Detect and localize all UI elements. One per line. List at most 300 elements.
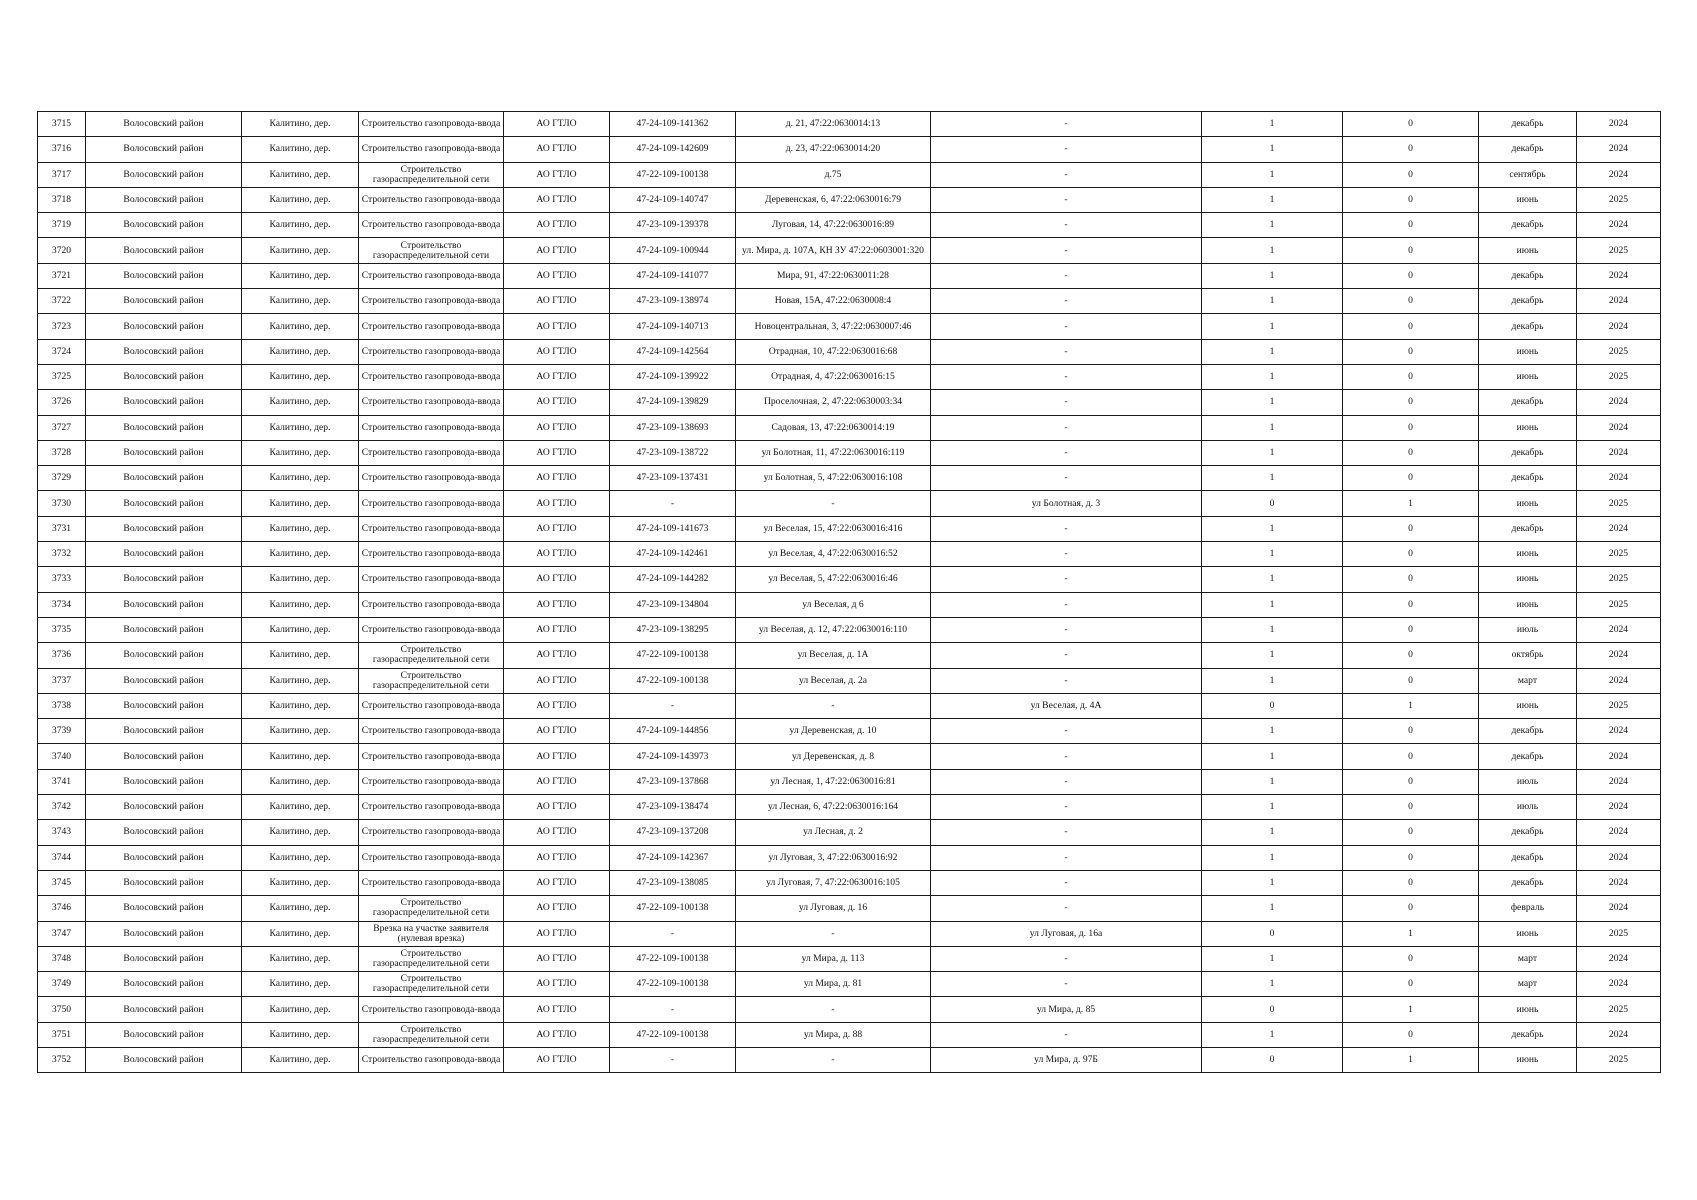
district-cell: Волосовский район: [86, 795, 242, 820]
work-type-cell: Строительство газопровода-ввода: [359, 769, 504, 794]
object-address-cell: ул Веселая, д. 12, 47:22:0630016:110: [736, 617, 931, 642]
work-type-cell: Строительство газопровода-ввода: [359, 719, 504, 744]
applicant-address-cell: -: [931, 542, 1202, 567]
year-cell: 2024: [1577, 845, 1661, 870]
organization-cell: АО ГТЛО: [504, 643, 610, 668]
district-cell: Волосовский район: [86, 769, 242, 794]
locality-cell: Калитино, дер.: [242, 845, 359, 870]
district-cell: Волосовский район: [86, 921, 242, 946]
organization-cell: АО ГТЛО: [504, 364, 610, 389]
year-cell: 2025: [1577, 1047, 1661, 1072]
year-cell: 2025: [1577, 238, 1661, 263]
count-2-cell: 0: [1343, 845, 1479, 870]
month-cell: сентябрь: [1479, 162, 1577, 187]
table-row: [38, 466, 1661, 491]
applicant-address-cell: -: [931, 364, 1202, 389]
work-type-cell: Строительство газопровода-ввода: [359, 1047, 504, 1072]
row-number: 3740: [38, 744, 86, 769]
count-2-cell: 0: [1343, 112, 1479, 137]
organization-cell: АО ГТЛО: [504, 542, 610, 567]
applicant-address-cell: -: [931, 719, 1202, 744]
work-type-cell: Строительство газораспределительной сети: [359, 643, 504, 668]
district-cell: Волосовский район: [86, 339, 242, 364]
count-2-cell: 0: [1343, 820, 1479, 845]
locality-cell: Калитино, дер.: [242, 516, 359, 541]
contract-number-cell: 47-24-109-140747: [610, 187, 736, 212]
applicant-address-cell: -: [931, 972, 1202, 997]
locality-cell: Калитино, дер.: [242, 162, 359, 187]
month-cell: октябрь: [1479, 643, 1577, 668]
organization-cell: АО ГТЛО: [504, 997, 610, 1022]
organization-cell: АО ГТЛО: [504, 112, 610, 137]
year-cell: 2025: [1577, 364, 1661, 389]
organization-cell: АО ГТЛО: [504, 617, 610, 642]
month-cell: июль: [1479, 795, 1577, 820]
row-number: 3747: [38, 921, 86, 946]
organization-cell: АО ГТЛО: [504, 1022, 610, 1047]
year-cell: 2025: [1577, 592, 1661, 617]
district-cell: Волосовский район: [86, 289, 242, 314]
month-cell: июнь: [1479, 997, 1577, 1022]
table-row: [38, 542, 1661, 567]
contract-number-cell: 47-22-109-100138: [610, 972, 736, 997]
object-address-cell: -: [736, 693, 931, 718]
month-cell: март: [1479, 946, 1577, 971]
object-address-cell: ул Лесная, д. 2: [736, 820, 931, 845]
district-cell: Волосовский район: [86, 719, 242, 744]
count-2-cell: 0: [1343, 364, 1479, 389]
object-address-cell: ул Веселая, д. 1А: [736, 643, 931, 668]
contract-number-cell: 47-22-109-100138: [610, 946, 736, 971]
count-1-cell: 1: [1202, 668, 1343, 693]
work-type-cell: Строительство газопровода-ввода: [359, 213, 504, 238]
organization-cell: АО ГТЛО: [504, 769, 610, 794]
organization-cell: АО ГТЛО: [504, 289, 610, 314]
organization-cell: АО ГТЛО: [504, 213, 610, 238]
organization-cell: АО ГТЛО: [504, 744, 610, 769]
applicant-address-cell: -: [931, 289, 1202, 314]
count-2-cell: 0: [1343, 314, 1479, 339]
work-type-cell: Строительство газопровода-ввода: [359, 415, 504, 440]
table-row: [38, 820, 1661, 845]
work-type-cell: Строительство газораспределительной сети: [359, 1022, 504, 1047]
year-cell: 2025: [1577, 187, 1661, 212]
contract-number-cell: 47-22-109-100138: [610, 1022, 736, 1047]
count-1-cell: 1: [1202, 112, 1343, 137]
count-1-cell: 1: [1202, 263, 1343, 288]
district-cell: Волосовский район: [86, 567, 242, 592]
count-1-cell: 0: [1202, 997, 1343, 1022]
applicant-address-cell: -: [931, 845, 1202, 870]
month-cell: июль: [1479, 769, 1577, 794]
year-cell: 2025: [1577, 491, 1661, 516]
count-1-cell: 1: [1202, 364, 1343, 389]
contract-number-cell: 47-24-109-144856: [610, 719, 736, 744]
count-1-cell: 1: [1202, 946, 1343, 971]
count-1-cell: 1: [1202, 567, 1343, 592]
organization-cell: АО ГТЛО: [504, 238, 610, 263]
applicant-address-cell: ул Болотная, д. 3: [931, 491, 1202, 516]
applicant-address-cell: -: [931, 263, 1202, 288]
count-2-cell: 0: [1343, 339, 1479, 364]
applicant-address-cell: -: [931, 162, 1202, 187]
district-cell: Волосовский район: [86, 187, 242, 212]
month-cell: декабрь: [1479, 516, 1577, 541]
locality-cell: Калитино, дер.: [242, 592, 359, 617]
district-cell: Волосовский район: [86, 213, 242, 238]
month-cell: март: [1479, 668, 1577, 693]
month-cell: декабрь: [1479, 870, 1577, 895]
count-1-cell: 0: [1202, 921, 1343, 946]
object-address-cell: Деревенская, 6, 47:22:0630016:79: [736, 187, 931, 212]
district-cell: Волосовский район: [86, 364, 242, 389]
row-number: 3730: [38, 491, 86, 516]
applicant-address-cell: -: [931, 820, 1202, 845]
applicant-address-cell: -: [931, 617, 1202, 642]
district-cell: Волосовский район: [86, 314, 242, 339]
month-cell: июнь: [1479, 567, 1577, 592]
applicant-address-cell: -: [931, 440, 1202, 465]
count-2-cell: 0: [1343, 744, 1479, 769]
row-number: 3746: [38, 896, 86, 921]
count-1-cell: 1: [1202, 1022, 1343, 1047]
year-cell: 2024: [1577, 946, 1661, 971]
locality-cell: Калитино, дер.: [242, 744, 359, 769]
count-1-cell: 1: [1202, 289, 1343, 314]
work-type-cell: Врезка на участке заявителя (нулевая врезка): [359, 921, 504, 946]
table-row: [38, 668, 1661, 693]
month-cell: июнь: [1479, 339, 1577, 364]
row-number: 3719: [38, 213, 86, 238]
contract-number-cell: 47-23-109-139378: [610, 213, 736, 238]
work-type-cell: Строительство газопровода-ввода: [359, 289, 504, 314]
row-number: 3720: [38, 238, 86, 263]
object-address-cell: Новая, 15А, 47:22:0630008:4: [736, 289, 931, 314]
object-address-cell: ул Луговая, 3, 47:22:0630016:92: [736, 845, 931, 870]
locality-cell: Калитино, дер.: [242, 187, 359, 212]
count-2-cell: 1: [1343, 1047, 1479, 1072]
object-address-cell: ул Веселая, д. 2а: [736, 668, 931, 693]
count-2-cell: 0: [1343, 137, 1479, 162]
applicant-address-cell: -: [931, 213, 1202, 238]
count-1-cell: 1: [1202, 440, 1343, 465]
organization-cell: АО ГТЛО: [504, 491, 610, 516]
count-2-cell: 0: [1343, 795, 1479, 820]
contract-number-cell: -: [610, 921, 736, 946]
month-cell: декабрь: [1479, 466, 1577, 491]
object-address-cell: ул Веселая, 15, 47:22:0630016:416: [736, 516, 931, 541]
count-1-cell: 1: [1202, 137, 1343, 162]
district-cell: Волосовский район: [86, 870, 242, 895]
work-type-cell: Строительство газопровода-ввода: [359, 364, 504, 389]
table-row: [38, 289, 1661, 314]
count-1-cell: 1: [1202, 643, 1343, 668]
count-1-cell: 1: [1202, 516, 1343, 541]
table-row: [38, 415, 1661, 440]
count-2-cell: 1: [1343, 693, 1479, 718]
work-type-cell: Строительство газопровода-ввода: [359, 263, 504, 288]
applicant-address-cell: -: [931, 516, 1202, 541]
district-cell: Волосовский район: [86, 896, 242, 921]
month-cell: март: [1479, 972, 1577, 997]
organization-cell: АО ГТЛО: [504, 516, 610, 541]
locality-cell: Калитино, дер.: [242, 972, 359, 997]
object-address-cell: Проселочная, 2, 47:22:0630003:34: [736, 390, 931, 415]
month-cell: июнь: [1479, 238, 1577, 263]
row-number: 3726: [38, 390, 86, 415]
row-number: 3752: [38, 1047, 86, 1072]
organization-cell: АО ГТЛО: [504, 162, 610, 187]
count-2-cell: 0: [1343, 668, 1479, 693]
organization-cell: АО ГТЛО: [504, 896, 610, 921]
count-2-cell: 1: [1343, 997, 1479, 1022]
row-number: 3745: [38, 870, 86, 895]
table-row: [38, 162, 1661, 187]
count-1-cell: 1: [1202, 845, 1343, 870]
table-row: [38, 314, 1661, 339]
count-1-cell: 1: [1202, 390, 1343, 415]
district-cell: Волосовский район: [86, 997, 242, 1022]
row-number: 3733: [38, 567, 86, 592]
count-2-cell: 0: [1343, 390, 1479, 415]
month-cell: декабрь: [1479, 744, 1577, 769]
organization-cell: АО ГТЛО: [504, 137, 610, 162]
organization-cell: АО ГТЛО: [504, 946, 610, 971]
work-type-cell: Строительство газопровода-ввода: [359, 466, 504, 491]
organization-cell: АО ГТЛО: [504, 187, 610, 212]
contract-number-cell: 47-24-109-141673: [610, 516, 736, 541]
table-row: [38, 744, 1661, 769]
month-cell: декабрь: [1479, 213, 1577, 238]
object-address-cell: ул Деревенская, д. 8: [736, 744, 931, 769]
count-2-cell: 0: [1343, 466, 1479, 491]
work-type-cell: Строительство газопровода-ввода: [359, 491, 504, 516]
count-1-cell: 1: [1202, 744, 1343, 769]
applicant-address-cell: -: [931, 1022, 1202, 1047]
district-cell: Волосовский район: [86, 542, 242, 567]
year-cell: 2024: [1577, 617, 1661, 642]
month-cell: июнь: [1479, 542, 1577, 567]
table-row: [38, 592, 1661, 617]
row-number: 3717: [38, 162, 86, 187]
count-1-cell: 1: [1202, 314, 1343, 339]
object-address-cell: Садовая, 13, 47:22:0630014:19: [736, 415, 931, 440]
district-cell: Волосовский район: [86, 263, 242, 288]
row-number: 3732: [38, 542, 86, 567]
work-type-cell: Строительство газопровода-ввода: [359, 137, 504, 162]
locality-cell: Калитино, дер.: [242, 769, 359, 794]
count-1-cell: 1: [1202, 162, 1343, 187]
contract-number-cell: 47-24-109-139922: [610, 364, 736, 389]
count-1-cell: 0: [1202, 693, 1343, 718]
count-2-cell: 0: [1343, 769, 1479, 794]
object-address-cell: -: [736, 997, 931, 1022]
locality-cell: Калитино, дер.: [242, 364, 359, 389]
row-number: 3738: [38, 693, 86, 718]
object-address-cell: ул Мира, д. 113: [736, 946, 931, 971]
year-cell: 2025: [1577, 693, 1661, 718]
district-cell: Волосовский район: [86, 693, 242, 718]
locality-cell: Калитино, дер.: [242, 719, 359, 744]
object-address-cell: Отрадная, 10, 47:22:0630016:68: [736, 339, 931, 364]
locality-cell: Калитино, дер.: [242, 997, 359, 1022]
table-row: [38, 390, 1661, 415]
table-row: [38, 238, 1661, 263]
year-cell: 2024: [1577, 390, 1661, 415]
table-row: [38, 440, 1661, 465]
row-number: 3725: [38, 364, 86, 389]
contract-number-cell: 47-23-109-138974: [610, 289, 736, 314]
contract-number-cell: 47-23-109-138085: [610, 870, 736, 895]
applicant-address-cell: -: [931, 668, 1202, 693]
table-row: [38, 769, 1661, 794]
locality-cell: Калитино, дер.: [242, 1022, 359, 1047]
applicant-address-cell: -: [931, 946, 1202, 971]
work-type-cell: Строительство газопровода-ввода: [359, 567, 504, 592]
contract-number-cell: 47-23-109-137208: [610, 820, 736, 845]
row-number: 3751: [38, 1022, 86, 1047]
work-type-cell: Строительство газопровода-ввода: [359, 870, 504, 895]
contract-number-cell: 47-23-109-138693: [610, 415, 736, 440]
object-address-cell: д. 21, 47:22:0630014:13: [736, 112, 931, 137]
organization-cell: АО ГТЛО: [504, 795, 610, 820]
month-cell: июнь: [1479, 491, 1577, 516]
locality-cell: Калитино, дер.: [242, 466, 359, 491]
table-row: [38, 921, 1661, 946]
row-number: 3729: [38, 466, 86, 491]
row-number: 3721: [38, 263, 86, 288]
year-cell: 2025: [1577, 997, 1661, 1022]
year-cell: 2024: [1577, 314, 1661, 339]
year-cell: 2025: [1577, 567, 1661, 592]
organization-cell: АО ГТЛО: [504, 668, 610, 693]
count-1-cell: 1: [1202, 617, 1343, 642]
applicant-address-cell: -: [931, 314, 1202, 339]
district-cell: Волосовский район: [86, 643, 242, 668]
district-cell: Волосовский район: [86, 972, 242, 997]
district-cell: Волосовский район: [86, 440, 242, 465]
contract-number-cell: 47-24-109-142564: [610, 339, 736, 364]
applicant-address-cell: -: [931, 466, 1202, 491]
year-cell: 2024: [1577, 870, 1661, 895]
district-cell: Волосовский район: [86, 820, 242, 845]
count-2-cell: 0: [1343, 263, 1479, 288]
count-2-cell: 0: [1343, 187, 1479, 212]
row-number: 3750: [38, 997, 86, 1022]
work-type-cell: Строительство газораспределительной сети: [359, 668, 504, 693]
year-cell: 2024: [1577, 972, 1661, 997]
object-address-cell: ул Веселая, 4, 47:22:0630016:52: [736, 542, 931, 567]
work-type-cell: Строительство газопровода-ввода: [359, 187, 504, 212]
count-2-cell: 0: [1343, 946, 1479, 971]
table-row: [38, 491, 1661, 516]
count-2-cell: 0: [1343, 567, 1479, 592]
year-cell: 2025: [1577, 339, 1661, 364]
locality-cell: Калитино, дер.: [242, 238, 359, 263]
table-row: [38, 137, 1661, 162]
row-number: 3748: [38, 946, 86, 971]
organization-cell: АО ГТЛО: [504, 820, 610, 845]
data-table: [37, 111, 1661, 1073]
work-type-cell: Строительство газопровода-ввода: [359, 592, 504, 617]
year-cell: 2024: [1577, 719, 1661, 744]
object-address-cell: д. 23, 47:22:0630014:20: [736, 137, 931, 162]
organization-cell: АО ГТЛО: [504, 693, 610, 718]
applicant-address-cell: -: [931, 112, 1202, 137]
organization-cell: АО ГТЛО: [504, 592, 610, 617]
table-row: [38, 339, 1661, 364]
applicant-address-cell: ул Мира, д. 85: [931, 997, 1202, 1022]
work-type-cell: Строительство газопровода-ввода: [359, 542, 504, 567]
organization-cell: АО ГТЛО: [504, 314, 610, 339]
month-cell: июнь: [1479, 364, 1577, 389]
locality-cell: Калитино, дер.: [242, 137, 359, 162]
district-cell: Волосовский район: [86, 592, 242, 617]
table-row: [38, 617, 1661, 642]
year-cell: 2024: [1577, 896, 1661, 921]
row-number: 3715: [38, 112, 86, 137]
applicant-address-cell: -: [931, 896, 1202, 921]
applicant-address-cell: -: [931, 592, 1202, 617]
row-number: 3722: [38, 289, 86, 314]
count-2-cell: 0: [1343, 617, 1479, 642]
row-number: 3727: [38, 415, 86, 440]
contract-number-cell: 47-24-109-141362: [610, 112, 736, 137]
year-cell: 2024: [1577, 466, 1661, 491]
year-cell: 2024: [1577, 795, 1661, 820]
table-row: [38, 845, 1661, 870]
year-cell: 2024: [1577, 415, 1661, 440]
row-number: 3744: [38, 845, 86, 870]
table-row: [38, 364, 1661, 389]
work-type-cell: Строительство газораспределительной сети: [359, 946, 504, 971]
work-type-cell: Строительство газопровода-ввода: [359, 112, 504, 137]
object-address-cell: Луговая, 14, 47:22:0630016:89: [736, 213, 931, 238]
applicant-address-cell: -: [931, 339, 1202, 364]
district-cell: Волосовский район: [86, 1047, 242, 1072]
object-address-cell: ул Мира, д. 88: [736, 1022, 931, 1047]
table-body: [38, 112, 1661, 1073]
district-cell: Волосовский район: [86, 162, 242, 187]
table-row: [38, 567, 1661, 592]
organization-cell: АО ГТЛО: [504, 921, 610, 946]
count-1-cell: 1: [1202, 415, 1343, 440]
count-2-cell: 1: [1343, 491, 1479, 516]
work-type-cell: Строительство газопровода-ввода: [359, 516, 504, 541]
locality-cell: Калитино, дер.: [242, 567, 359, 592]
locality-cell: Калитино, дер.: [242, 415, 359, 440]
locality-cell: Калитино, дер.: [242, 617, 359, 642]
organization-cell: АО ГТЛО: [504, 339, 610, 364]
year-cell: 2024: [1577, 263, 1661, 288]
table-row: [38, 1022, 1661, 1047]
count-1-cell: 0: [1202, 1047, 1343, 1072]
locality-cell: Калитино, дер.: [242, 314, 359, 339]
row-number: 3718: [38, 187, 86, 212]
contract-number-cell: -: [610, 491, 736, 516]
locality-cell: Калитино, дер.: [242, 542, 359, 567]
locality-cell: Калитино, дер.: [242, 339, 359, 364]
table-row: [38, 896, 1661, 921]
object-address-cell: -: [736, 921, 931, 946]
work-type-cell: Строительство газопровода-ввода: [359, 693, 504, 718]
count-1-cell: 1: [1202, 238, 1343, 263]
object-address-cell: -: [736, 1047, 931, 1072]
year-cell: 2025: [1577, 921, 1661, 946]
contract-number-cell: 47-24-109-142461: [610, 542, 736, 567]
year-cell: 2024: [1577, 668, 1661, 693]
month-cell: июнь: [1479, 921, 1577, 946]
